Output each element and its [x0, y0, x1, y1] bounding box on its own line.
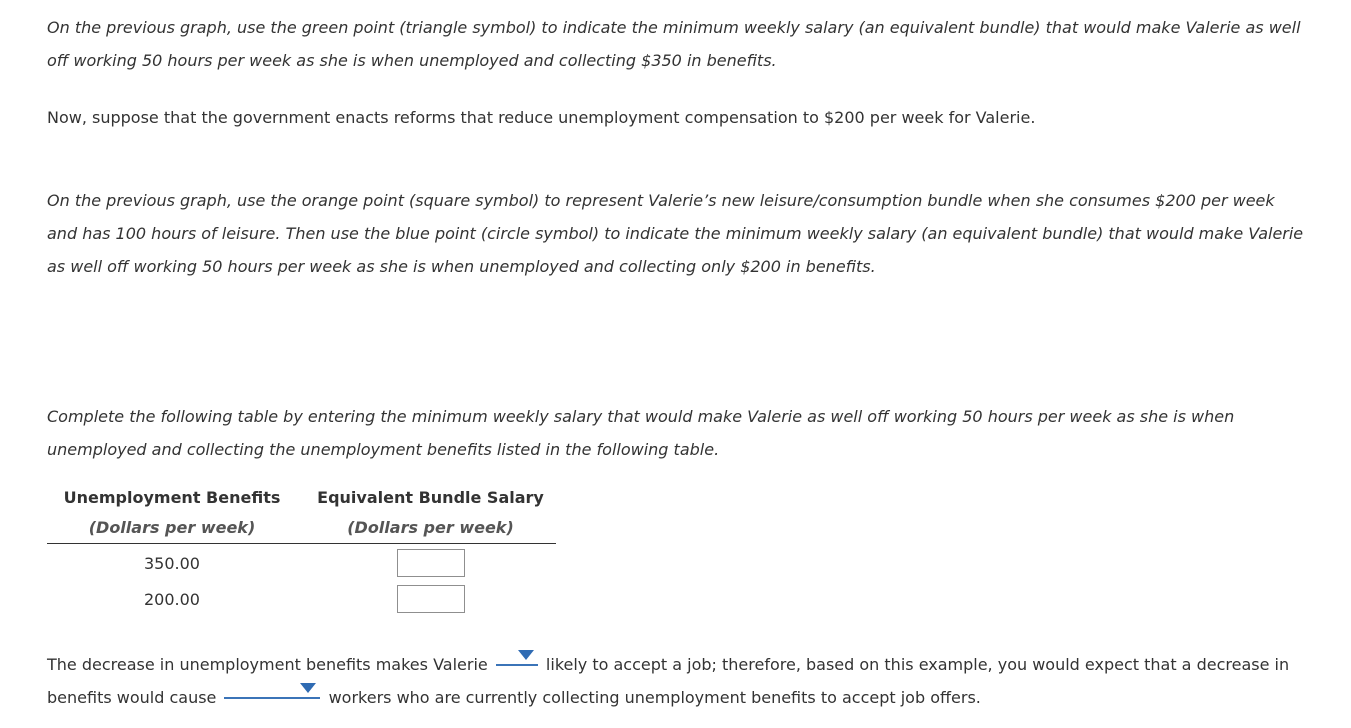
col2-header: Equivalent Bundle Salary	[317, 487, 544, 507]
benefit-cell: 350.00	[144, 553, 200, 573]
col1-header: Unemployment Benefits	[63, 487, 281, 507]
chevron-down-icon	[300, 683, 316, 693]
salary-cell	[297, 549, 556, 577]
table-row	[47, 545, 556, 581]
worker-quantity-dropdown[interactable]	[224, 681, 320, 699]
salary-input-350[interactable]	[397, 549, 465, 577]
conclusion-text-part3: workers who are currently collecting unemployment benefits to accept job offers.	[328, 688, 981, 707]
instruction-paragraph-orange-blue-points: On the previous graph, use the orange point (square symbol) to represent Valerie’s new leisure/consumption bundle when she consumes $200 per week and has 100 hours of leisure. Then use the blue point (circle symbol) to indicate the minimum weekly salary (an equivalent bundle) that would make Valerie as well off working 50 hours per week as she is when unemployed and collecting only $200 in benefits.	[47, 191, 1304, 276]
chevron-down-icon	[518, 650, 534, 660]
table-header-divider	[47, 543, 556, 544]
table-header-row	[47, 482, 556, 512]
salary-input-200[interactable]	[397, 585, 465, 613]
table-instruction-paragraph: Complete the following table by entering the minimum weekly salary that would make Valerie as well off working 50 hours per week as she is when unemployed and collecting the unemployment benefits listed in the following table.	[47, 407, 1235, 459]
benefit-cell: 200.00	[144, 589, 200, 609]
conclusion-paragraph	[47, 648, 1307, 714]
instruction-paragraph-green-point: On the previous graph, use the green point (triangle symbol) to indicate the minimum weekly salary (an equivalent bundle) that would make Valerie as well off working 50 hours per week as she is when unemployed and collecting $350 in benefits.	[47, 18, 1301, 70]
salary-cell	[297, 585, 556, 613]
scenario-paragraph: Now, suppose that the government enacts reforms that reduce unemployment compensation to $200 per week for Valerie.	[47, 108, 1036, 127]
table-row	[47, 581, 556, 617]
conclusion-text-part2: likely to accept a job; therefore, based on this example, you would expect that a decrease in benefits would cause	[47, 655, 1290, 707]
likelihood-dropdown[interactable]	[496, 648, 538, 666]
salary-table	[47, 482, 556, 617]
conclusion-text-part1: The decrease in unemployment benefits makes Valerie	[47, 655, 488, 674]
table-subheader-row	[47, 512, 556, 542]
col1-units: (Dollars per week)	[88, 517, 256, 537]
col2-units: (Dollars per week)	[347, 517, 514, 537]
